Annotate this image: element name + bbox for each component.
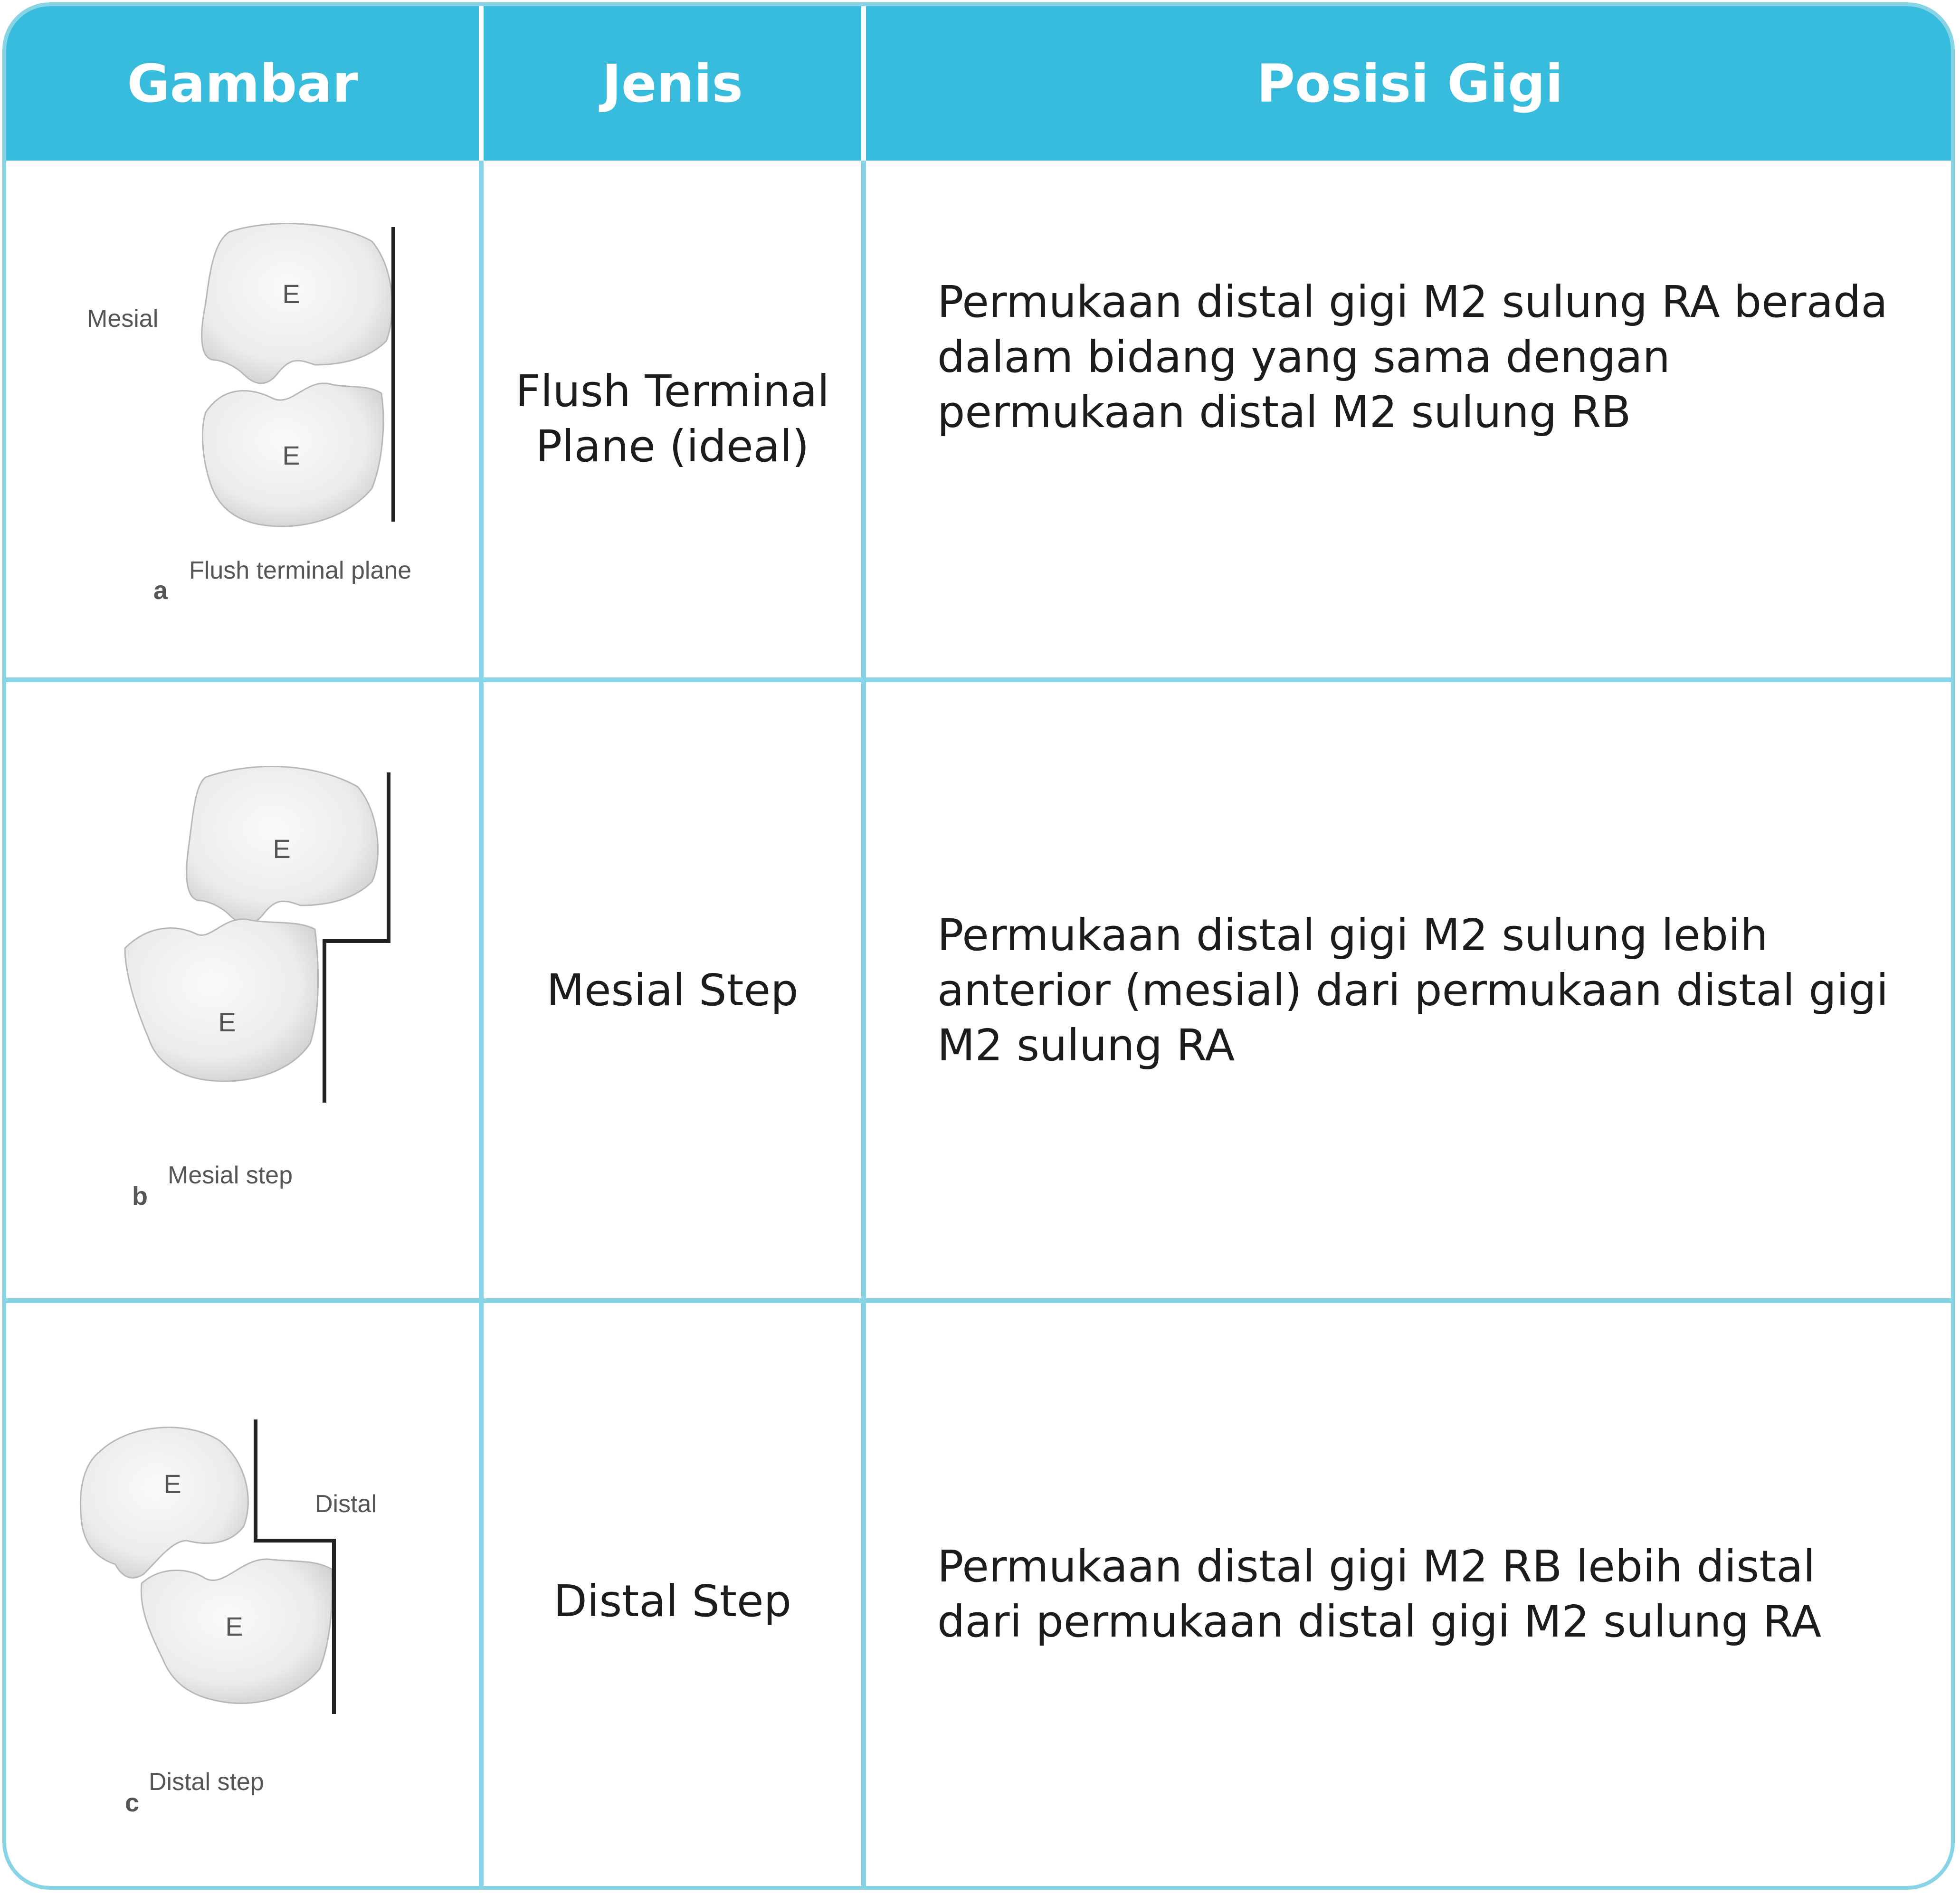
figure-flush-terminal-plane	[6, 161, 479, 677]
upper-tooth	[80, 1428, 248, 1578]
column-divider	[861, 6, 866, 1886]
posisi-text: Permukaan distal gigi M2 RB lebih distal dari permukaan distal gigi M2 sulung RA	[937, 1541, 1822, 1647]
figure-mesial-step	[6, 682, 479, 1298]
posisi-cell	[937, 1303, 1954, 1890]
figure-letter: c	[125, 1789, 140, 1817]
lower-tooth	[125, 919, 318, 1081]
tooth-label: E	[218, 1007, 236, 1037]
posisi-cell	[937, 161, 1954, 677]
column-divider	[479, 6, 484, 1886]
tooth-label: E	[273, 834, 291, 864]
side-label: Mesial	[87, 305, 159, 333]
figure-letter: a	[153, 576, 168, 605]
table-header	[6, 6, 1951, 161]
jenis-text: Distal Step	[553, 1575, 792, 1627]
header-gambar: Gambar	[127, 53, 358, 114]
tooth-label: E	[163, 1469, 181, 1499]
posisi-text: Permukaan distal gigi M2 sulung RA berada dalam bidang yang sama dengan permukaan distal M2 sulung RB	[937, 276, 1888, 438]
header-posisi-gigi: Posisi Gigi	[1256, 53, 1563, 114]
jenis-cell	[484, 682, 861, 1298]
tooth-label: E	[282, 440, 300, 470]
header-jenis: Jenis	[601, 53, 743, 114]
tooth-label: E	[282, 279, 300, 309]
posisi-cell	[937, 682, 1954, 1298]
figure-letter: b	[132, 1182, 148, 1210]
figure-caption: Distal step	[149, 1768, 264, 1796]
row-divider	[6, 1298, 1951, 1303]
jenis-cell	[484, 1303, 861, 1890]
row-divider	[6, 677, 1951, 682]
figure-distal-step	[6, 1303, 479, 1890]
header-divider	[479, 6, 484, 161]
header-divider	[861, 6, 866, 161]
tooth-label: E	[225, 1611, 243, 1641]
jenis-cell	[484, 161, 861, 677]
figure-caption: Flush terminal plane	[189, 557, 412, 584]
posisi-text: Permukaan distal gigi M2 sulung lebih anterior (mesial) dari permukaan distal gigi M2 sulung RA	[937, 909, 1889, 1071]
jenis-text: Flush Terminal Plane (ideal)	[515, 366, 830, 472]
side-label: Distal	[315, 1490, 377, 1518]
jenis-text: Mesial Step	[546, 964, 799, 1016]
data-table	[2, 2, 1955, 1890]
figure-caption: Mesial step	[168, 1162, 293, 1189]
